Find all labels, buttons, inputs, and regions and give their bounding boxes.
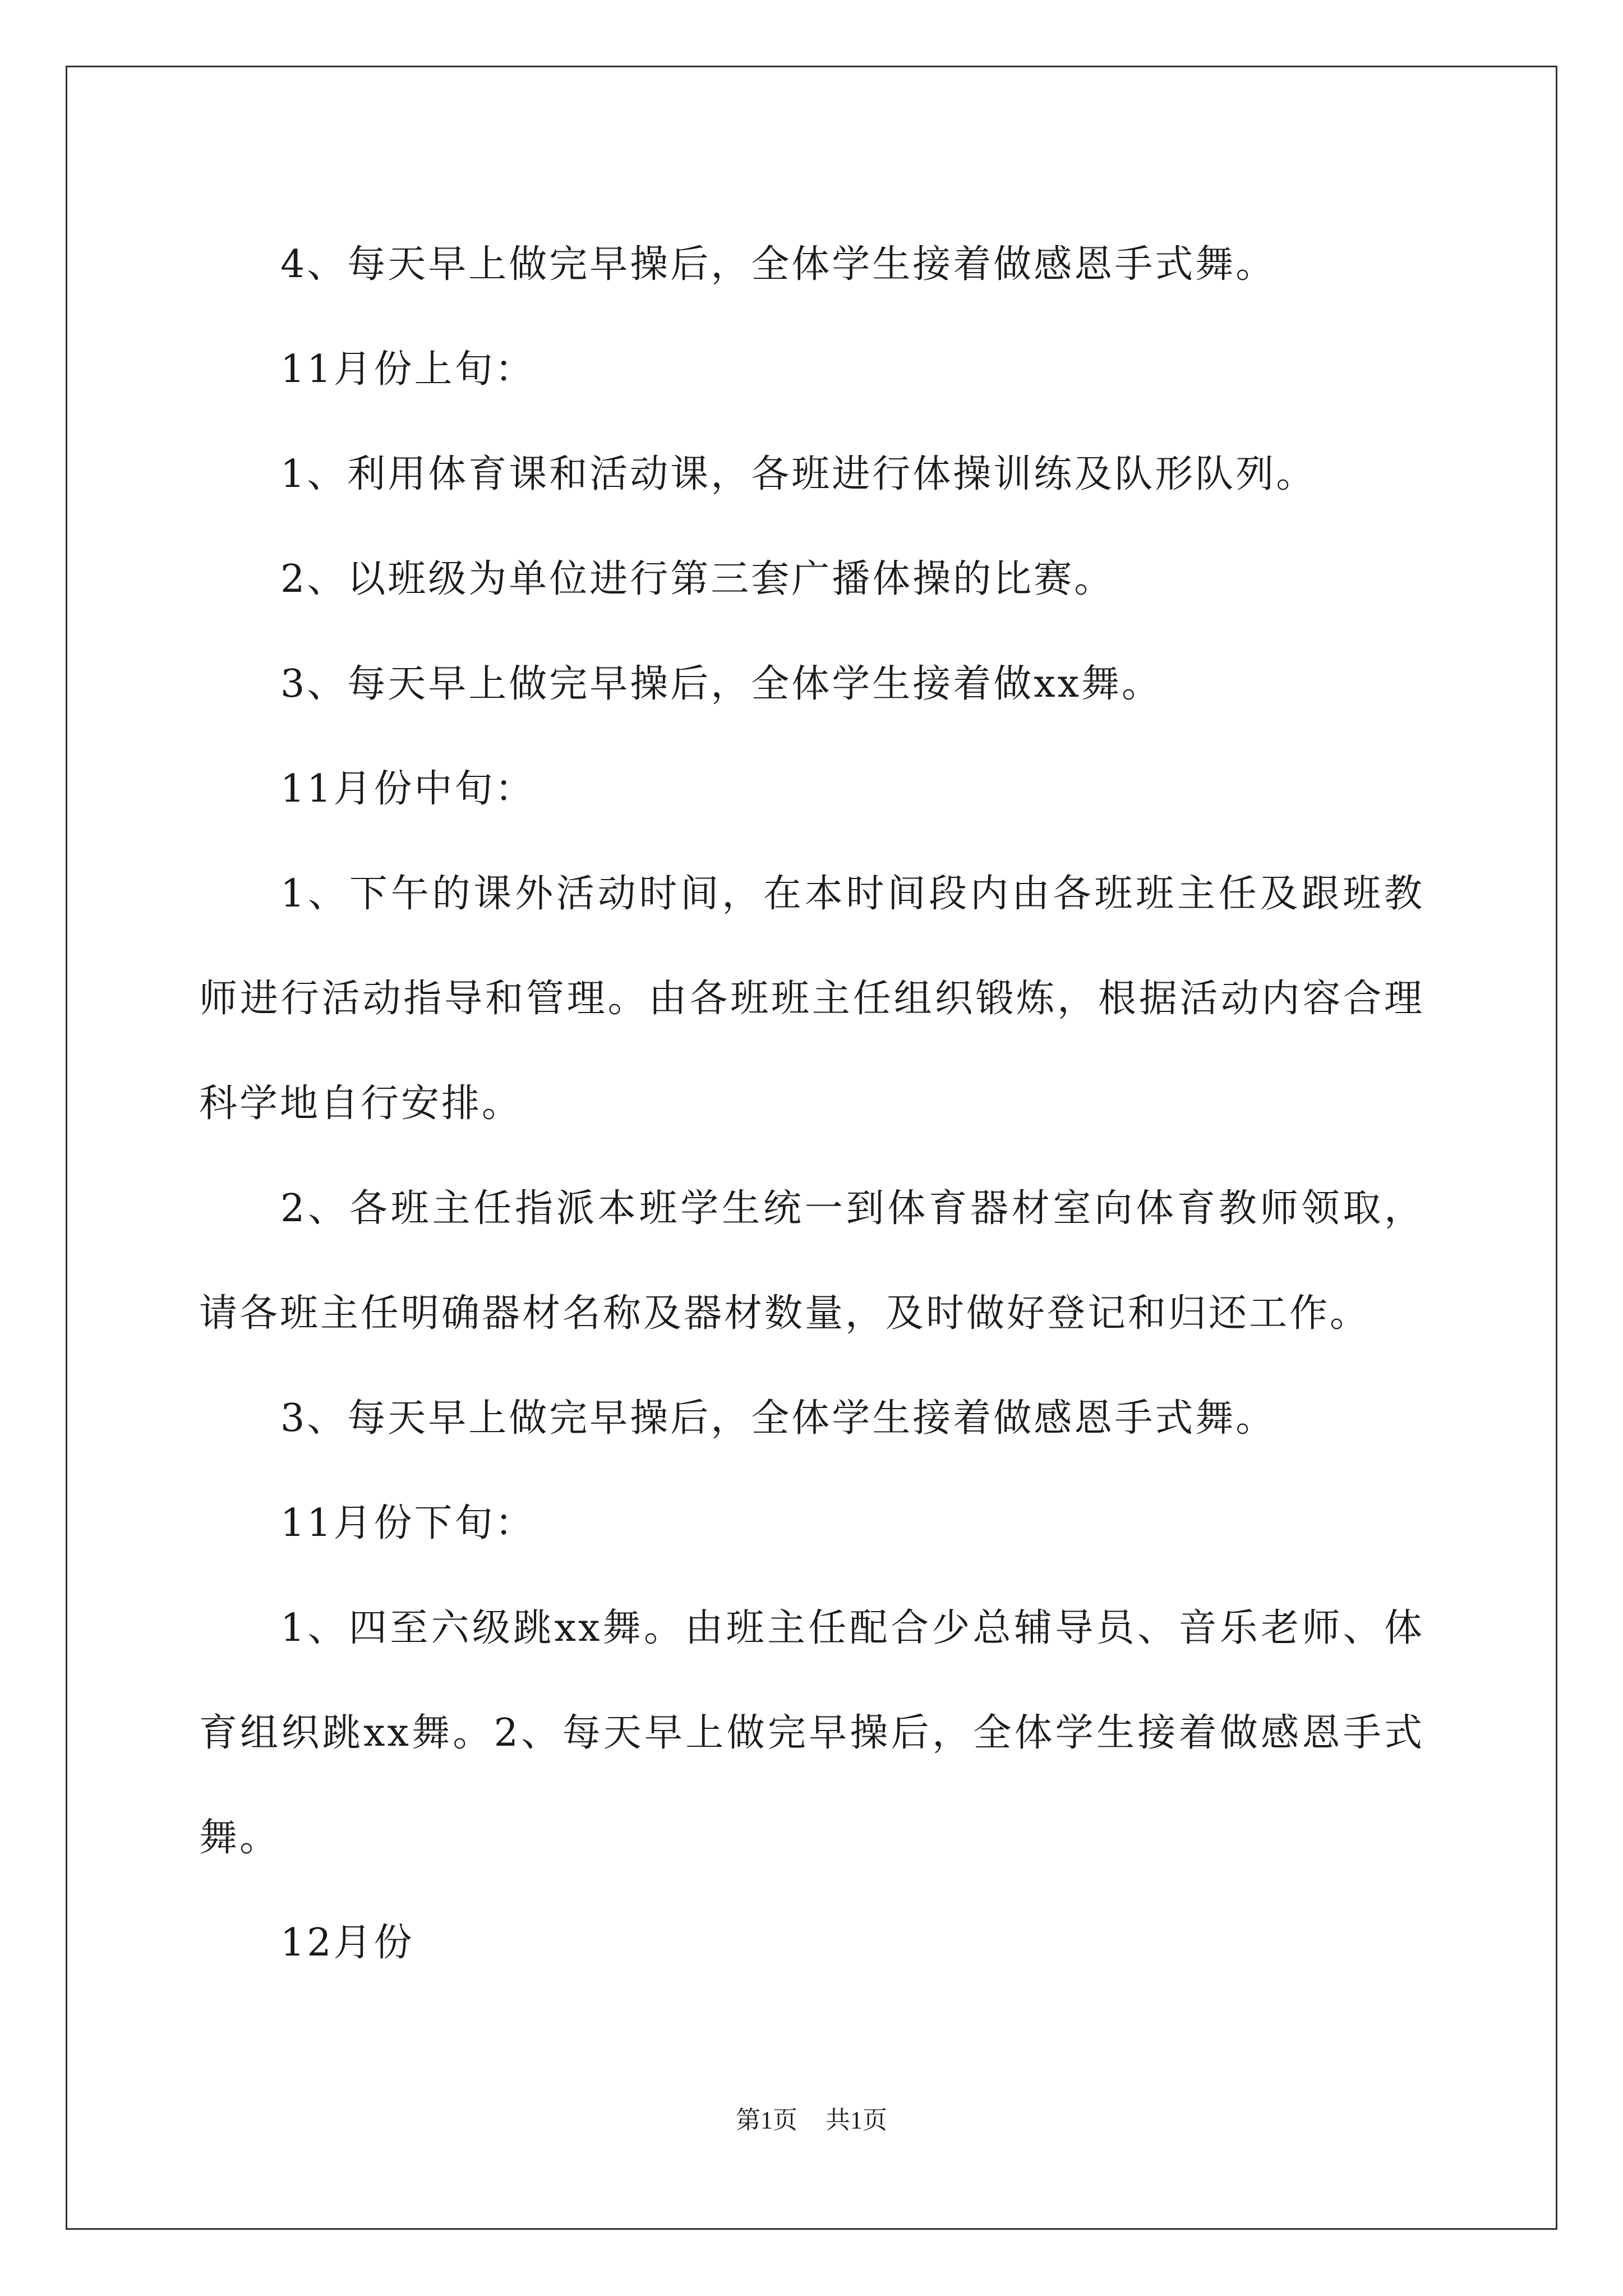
section-heading: 11月份下旬： (280, 1501, 536, 1545)
paragraph: 2、各班主任指派本班学生统一到体育器材室向体育教师领取，请各班主任明确器材名称及器材数量，及时做好登记和归还工作。 (199, 1186, 1424, 1336)
page-number: 第1页 (736, 2106, 797, 2134)
paragraph: 1、利用体育课和活动课，各班进行体操训练及队形队列。 (280, 452, 1317, 496)
section-heading: 11月份中旬： (280, 767, 536, 811)
section-heading: 12月份 (280, 1921, 414, 1965)
paragraph: 3、每天早上做完早操后，全体学生接着做感恩手式舞。 (280, 1396, 1276, 1441)
paragraph: 3、每天早上做完早操后，全体学生接着做xx舞。 (280, 662, 1162, 706)
paragraph: 4、每天早上做完早操后，全体学生接着做感恩手式舞。 (280, 242, 1276, 287)
total-pages: 共1页 (826, 2106, 887, 2134)
section-heading: 11月份上旬： (280, 347, 536, 392)
document-body (199, 212, 1424, 1995)
page-footer (0, 2104, 1623, 2137)
paragraph: 1、下午的课外活动时间，在本时间段内由各班班主任及跟班教师进行活动指导和管理。由各班班主任组织锻炼，根据活动内容合理科学地自行安排。 (199, 872, 1424, 1126)
paragraph: 1、四至六级跳xx舞。由班主任配合少总辅导员、音乐老师、体育组织跳xx舞。2、每天早上做完早操后，全体学生接着做感恩手式舞。 (199, 1606, 1424, 1860)
paragraph: 2、以班级为单位进行第三套广播体操的比赛。 (280, 557, 1115, 601)
